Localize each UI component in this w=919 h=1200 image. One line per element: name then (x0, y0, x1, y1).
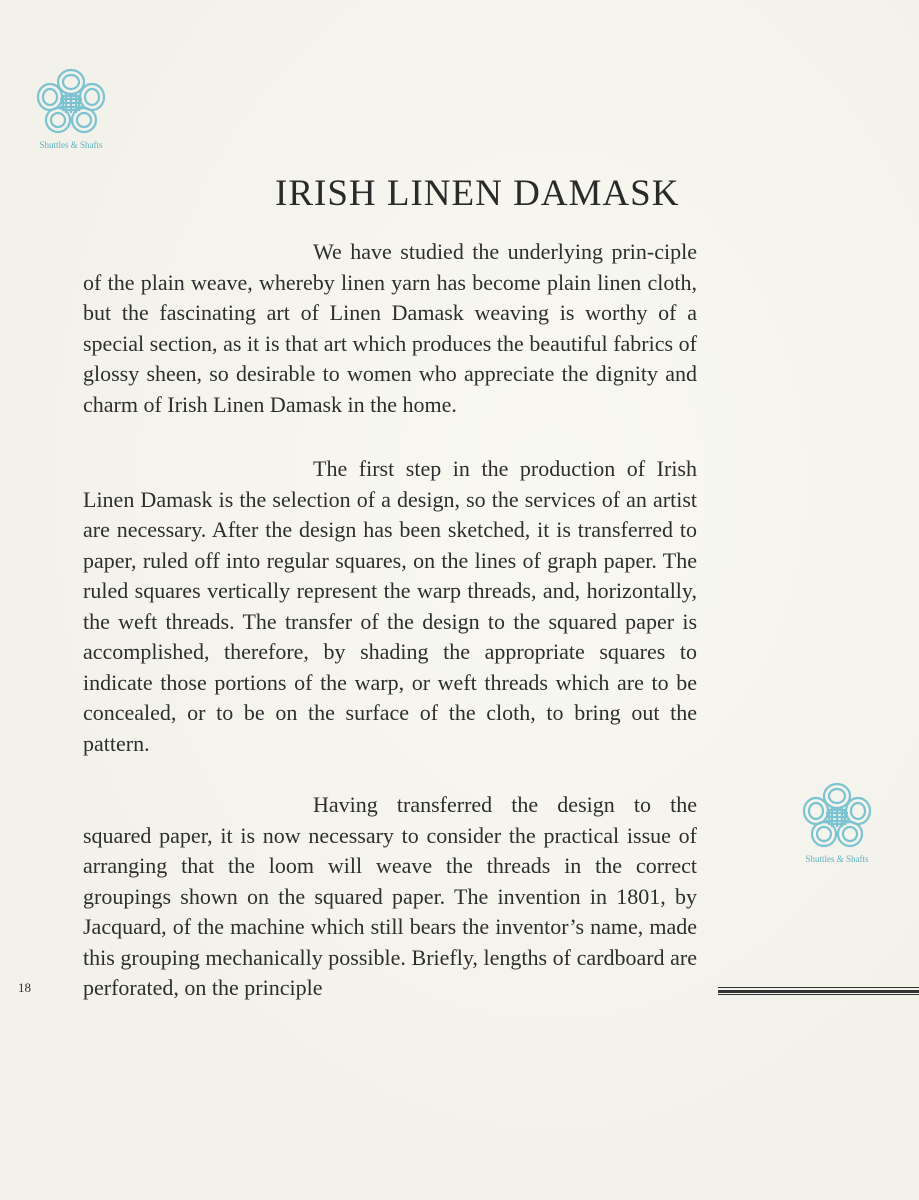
body-paragraph-2 (83, 454, 697, 759)
logo-caption: Shuttles & Shafts (805, 854, 869, 864)
page-number: 18 (18, 980, 31, 995)
watermark-logo-top (26, 66, 116, 150)
knot-logo-icon (33, 66, 109, 138)
body-paragraph-1 (83, 237, 697, 420)
page-title: IRISH LINEN DAMASK (275, 173, 680, 214)
watermark-logo-bottom (792, 780, 882, 864)
paragraph-text: We have studied the underlying prin-ciple of the plain weave, whereby linen yarn has become plain linen cloth, but the fascinating art of Linen Damask weaving is worthy of a special section, as it is that art which produces the beautiful fabrics of glossy sheen, so desirable to women who appreciate the dignity and charm of Irish Linen Damask in the home. (83, 239, 697, 417)
paragraph-text: The first step in the production of Irish Linen Damask is the selection of a design, so the services of an artist are necessary. After the design has been sketched, it is transferred to paper, ruled off into regular squares, on the lines of graph paper. The ruled squares vertically represent the warp threads, and, horizontally, the weft threads. The transfer of the design to the squared paper is accomplished, therefore, by shading the appropriate squares to indicate those portions of the warp, or weft threads which are to be concealed, or to be on the surface of the cloth, to bring out the pattern. (83, 456, 697, 756)
decorative-rule (718, 987, 919, 995)
logo-caption: Shuttles & Shafts (39, 140, 103, 150)
knot-logo-icon (799, 780, 875, 852)
paragraph-text: Having transferred the design to the squared paper, it is now necessary to consider the practical issue of arranging that the loom will weave the threads in the correct groupings shown on the squared paper. The invention in 1801, by Jacquard, of the machine which still bears the inventor’s name, made this grouping mechanically possible. Briefly, lengths of cardboard are perforated, on the principle (83, 792, 697, 1000)
body-paragraph-3 (83, 790, 697, 1004)
